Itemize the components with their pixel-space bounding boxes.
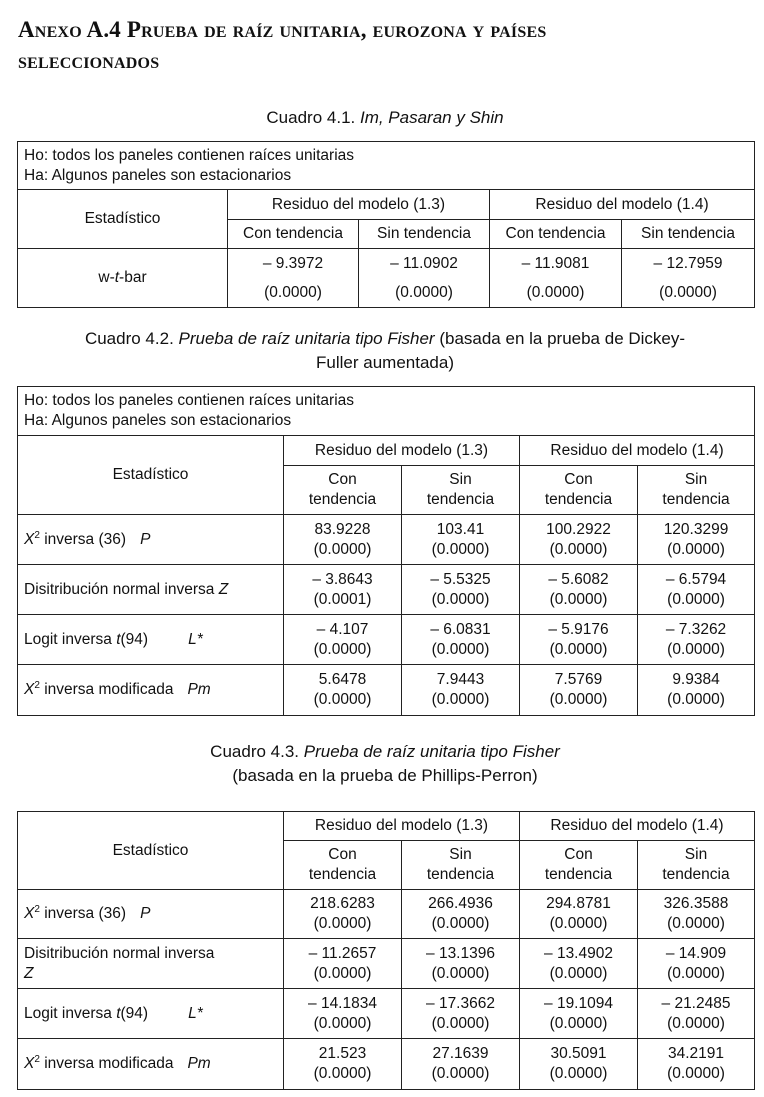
table2-cell: – 5.5325 (0.0000): [402, 565, 520, 615]
table1-caption-prefix: Cuadro 4.1.: [266, 108, 360, 127]
annex-heading-line2: seleccionados: [18, 48, 160, 73]
annex-heading: [18, 14, 748, 76]
table1-row-label: w-t-bar: [18, 249, 228, 308]
table1-cell: – 11.9081 (0.0000): [490, 249, 622, 308]
table2-cell: 9.9384 (0.0000): [638, 665, 755, 716]
table3-cell: – 14.1834 (0.0000): [284, 989, 402, 1039]
table3-cell: 294.8781 (0.0000): [520, 890, 638, 939]
table2-cell: 5.6478 (0.0000): [284, 665, 402, 716]
table1-caption-italic: Im, Pasaran y Shin: [359, 108, 504, 127]
table2-cell: 7.9443 (0.0000): [402, 665, 520, 716]
table3-cell: – 13.1396 (0.0000): [402, 939, 520, 989]
table3-header-con2: Con tendencia: [520, 841, 638, 890]
table2-cell: – 4.107 (0.0000): [284, 615, 402, 665]
table2-row-x2-inversa: $X^2$ inversa (36) P: [18, 515, 284, 565]
table3-cell: – 14.909 (0.0000): [638, 939, 755, 989]
table3-cell: – 19.1094 (0.0000): [520, 989, 638, 1039]
table3-cell: – 11.2657 (0.0000): [284, 939, 402, 989]
table1-header-estadistico: Estadístico: [18, 190, 228, 249]
table3-row-x2-modificada: $X^2$ inversa modificada Pm: [18, 1039, 284, 1090]
table2-header-con2: Con tendencia: [520, 466, 638, 515]
table2-cell: 83.9228 (0.0000): [284, 515, 402, 565]
table3-cell: 21.523 (0.0000): [284, 1039, 402, 1090]
table3-cell: 27.1639 (0.0000): [402, 1039, 520, 1090]
table3-row-logit-inversa: Logit inversa t(94) L*: [18, 989, 284, 1039]
table1-header-con2: Con tendencia: [490, 220, 622, 249]
table3-header-sin1: Sin tendencia: [402, 841, 520, 890]
table3-cell: 30.5091 (0.0000): [520, 1039, 638, 1090]
table2-header-sin2: Sin tendencia: [638, 466, 755, 515]
table2-cell: 100.2922 (0.0000): [520, 515, 638, 565]
table2-cell: – 5.9176 (0.0000): [520, 615, 638, 665]
table2-cell: – 5.6082 (0.0000): [520, 565, 638, 615]
table2-cell: 120.3299 (0.0000): [638, 515, 755, 565]
table2-cell: 103.41 (0.0000): [402, 515, 520, 565]
table3-cell: 326.3588 (0.0000): [638, 890, 755, 939]
table3-header-sin2: Sin tendencia: [638, 841, 755, 890]
table2-cell: – 3.8643 (0.0001): [284, 565, 402, 615]
table2-header-con1: Con tendencia: [284, 466, 402, 515]
table3-cell: – 21.2485 (0.0000): [638, 989, 755, 1039]
table2-header-sin1: Sin tendencia: [402, 466, 520, 515]
table1-hypotheses: [18, 142, 755, 190]
table3-cell: – 13.4902 (0.0000): [520, 939, 638, 989]
table2-cell: – 6.5794 (0.0000): [638, 565, 755, 615]
table2-row-normal-inversa: Disitribución normal inversa Z: [18, 565, 284, 615]
table2-cell: – 7.3262 (0.0000): [638, 615, 755, 665]
table2-hypotheses: Ho: todos los paneles contienen raíces unitarias Ha: Algunos paneles son estacionarios: [18, 387, 755, 436]
annex-heading-line1: Anexo A.4 Prueba de raíz unitaria, eurozona y países: [18, 17, 547, 42]
table3-cell: 266.4936 (0.0000): [402, 890, 520, 939]
table1-header-residuo13: Residuo del modelo (1.3): [228, 190, 490, 220]
table3-cell: 218.6283 (0.0000): [284, 890, 402, 939]
table1-header-residuo14: Residuo del modelo (1.4): [490, 190, 755, 220]
table2-cell: – 6.0831 (0.0000): [402, 615, 520, 665]
table3-fisher-pp: [17, 811, 755, 1090]
table1-header-con1: Con tendencia: [228, 220, 359, 249]
table2-caption: Cuadro 4.2. Prueba de raíz unitaria tipo Fisher (basada en la prueba de Dickey- Fuller aumentada): [84, 329, 686, 372]
table2-row-logit-inversa: Logit inversa t(94) L*: [18, 615, 284, 665]
table2-cell: 7.5769 (0.0000): [520, 665, 638, 716]
table2-header-residuo14: Residuo del modelo (1.4): [520, 436, 755, 466]
table1-cell: – 11.0902 (0.0000): [359, 249, 490, 308]
table3-header-con1: Con tendencia: [284, 841, 402, 890]
table3-header-estadistico: Estadístico: [18, 812, 284, 890]
table1-cell: – 9.3972 (0.0000): [228, 249, 359, 308]
table1-ho: Ho: todos los paneles contienen raíces unitarias: [24, 146, 355, 164]
table2-fisher-adf: [17, 386, 755, 716]
table2-row-x2-modificada: $X^2$ inversa modificada Pm: [18, 665, 284, 716]
table3-header-residuo13: Residuo del modelo (1.3): [284, 812, 520, 841]
table3-header-residuo14: Residuo del modelo (1.4): [520, 812, 755, 841]
table3-cell: – 17.3662 (0.0000): [402, 989, 520, 1039]
table1-header-sin2: Sin tendencia: [622, 220, 755, 249]
table2-header-estadistico: Estadístico: [18, 436, 284, 515]
table1-ha: Ha: Algunos paneles son estacionarios: [24, 166, 292, 184]
table3-row-x2-inversa: $X^2$ inversa (36) P: [18, 890, 284, 939]
table1-header-sin1: Sin tendencia: [359, 220, 490, 249]
table1-cell: – 12.7959 (0.0000): [622, 249, 755, 308]
table2-header-residuo13: Residuo del modelo (1.3): [284, 436, 520, 466]
table1-caption: [18, 106, 752, 130]
table1-ips: [17, 141, 755, 308]
table3-caption: Cuadro 4.3. Prueba de raíz unitaria tipo Fisher (basada en la prueba de Phillips-Perron): [210, 742, 560, 785]
table3-cell: 34.2191 (0.0000): [638, 1039, 755, 1090]
table3-row-normal-inversa: Disitribución normal inversa Z: [18, 939, 284, 989]
